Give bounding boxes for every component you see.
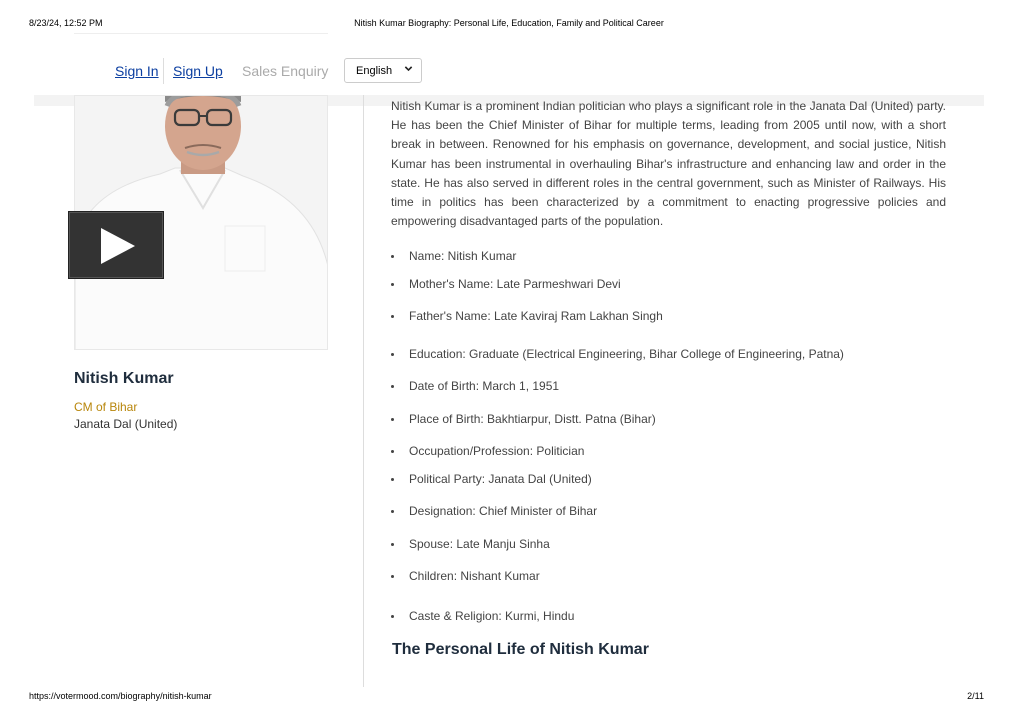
list-item-text: Mother's Name: Late Parmeshwari Devi bbox=[409, 277, 621, 291]
bullet bbox=[391, 255, 394, 258]
list-item-text: Occupation/Profession: Politician bbox=[409, 444, 585, 458]
list-item-text: Date of Birth: March 1, 1951 bbox=[409, 379, 560, 393]
bullet bbox=[391, 353, 394, 356]
bullet bbox=[391, 575, 394, 578]
video-play-button[interactable] bbox=[68, 211, 164, 279]
nav-separator bbox=[163, 58, 164, 84]
bullet bbox=[391, 283, 394, 286]
language-select[interactable] bbox=[344, 58, 422, 83]
profile-party: Janata Dal (United) bbox=[74, 417, 178, 431]
section-heading: The Personal Life of Nitish Kumar bbox=[392, 641, 649, 658]
bullet bbox=[391, 615, 394, 618]
profile-role[interactable]: CM of Bihar bbox=[74, 400, 138, 414]
bullet bbox=[391, 510, 394, 513]
bullet bbox=[391, 450, 394, 453]
profile-name: Nitish Kumar bbox=[74, 370, 174, 387]
list-item-text: Designation: Chief Minister of Bihar bbox=[409, 504, 598, 518]
sign-up-link[interactable]: Sign Up bbox=[173, 63, 223, 79]
list-item-text: Children: Nishant Kumar bbox=[409, 569, 540, 583]
column-divider bbox=[363, 95, 364, 687]
print-page-number: 2/11 bbox=[967, 691, 984, 701]
list-item-text: Spouse: Late Manju Sinha bbox=[409, 537, 550, 551]
print-datetime: 8/23/24, 12:52 PM bbox=[29, 18, 103, 28]
bullet bbox=[391, 418, 394, 421]
sign-in-link[interactable]: Sign In bbox=[115, 63, 159, 79]
list-item-text: Caste & Religion: Kurmi, Hindu bbox=[409, 609, 575, 623]
language-selected-value: English bbox=[356, 65, 393, 77]
list-item-text: Education: Graduate (Electrical Engineering, Bihar College of Engineering, Patna) bbox=[409, 347, 844, 361]
intro-paragraph: Nitish Kumar is a prominent Indian politician who plays a significant role in the Janata Dal (United) party. He has been the Chief Minister of Bihar for multiple terms, leading from 2005 until now, with a short break in between. Renowned for his emphasis on governance, development, and social justice, Nitish Kumar has been instrumental in overhauling Bihar's infrastructure and enhancing law and order in the state. He has also served in different roles in the central government, such as Minister of Railways. His time in politics has been characterized by a commitment to enacting progressive policies and empowering disadvantaged parts of the population. bbox=[391, 99, 946, 229]
bullet bbox=[391, 543, 394, 546]
print-footer-url: https://votermood.com/biography/nitish-kumar bbox=[29, 691, 212, 701]
list-item-text: Name: Nitish Kumar bbox=[409, 249, 517, 263]
print-page-title: Nitish Kumar Biography: Personal Life, Education, Family and Political Career bbox=[354, 18, 664, 28]
header-divider bbox=[74, 33, 328, 34]
list-item-text: Father's Name: Late Kaviraj Ram Lakhan Singh bbox=[409, 309, 663, 323]
bullet bbox=[391, 315, 394, 318]
bullet bbox=[391, 478, 394, 481]
play-icon bbox=[99, 227, 137, 265]
chevron-down-icon bbox=[404, 64, 413, 73]
list-item-text: Political Party: Janata Dal (United) bbox=[409, 472, 592, 486]
sales-enquiry-link[interactable]: Sales Enquiry bbox=[242, 63, 329, 79]
bullet bbox=[391, 385, 394, 388]
list-item-text: Place of Birth: Bakhtiarpur, Distt. Patna (Bihar) bbox=[409, 412, 656, 426]
